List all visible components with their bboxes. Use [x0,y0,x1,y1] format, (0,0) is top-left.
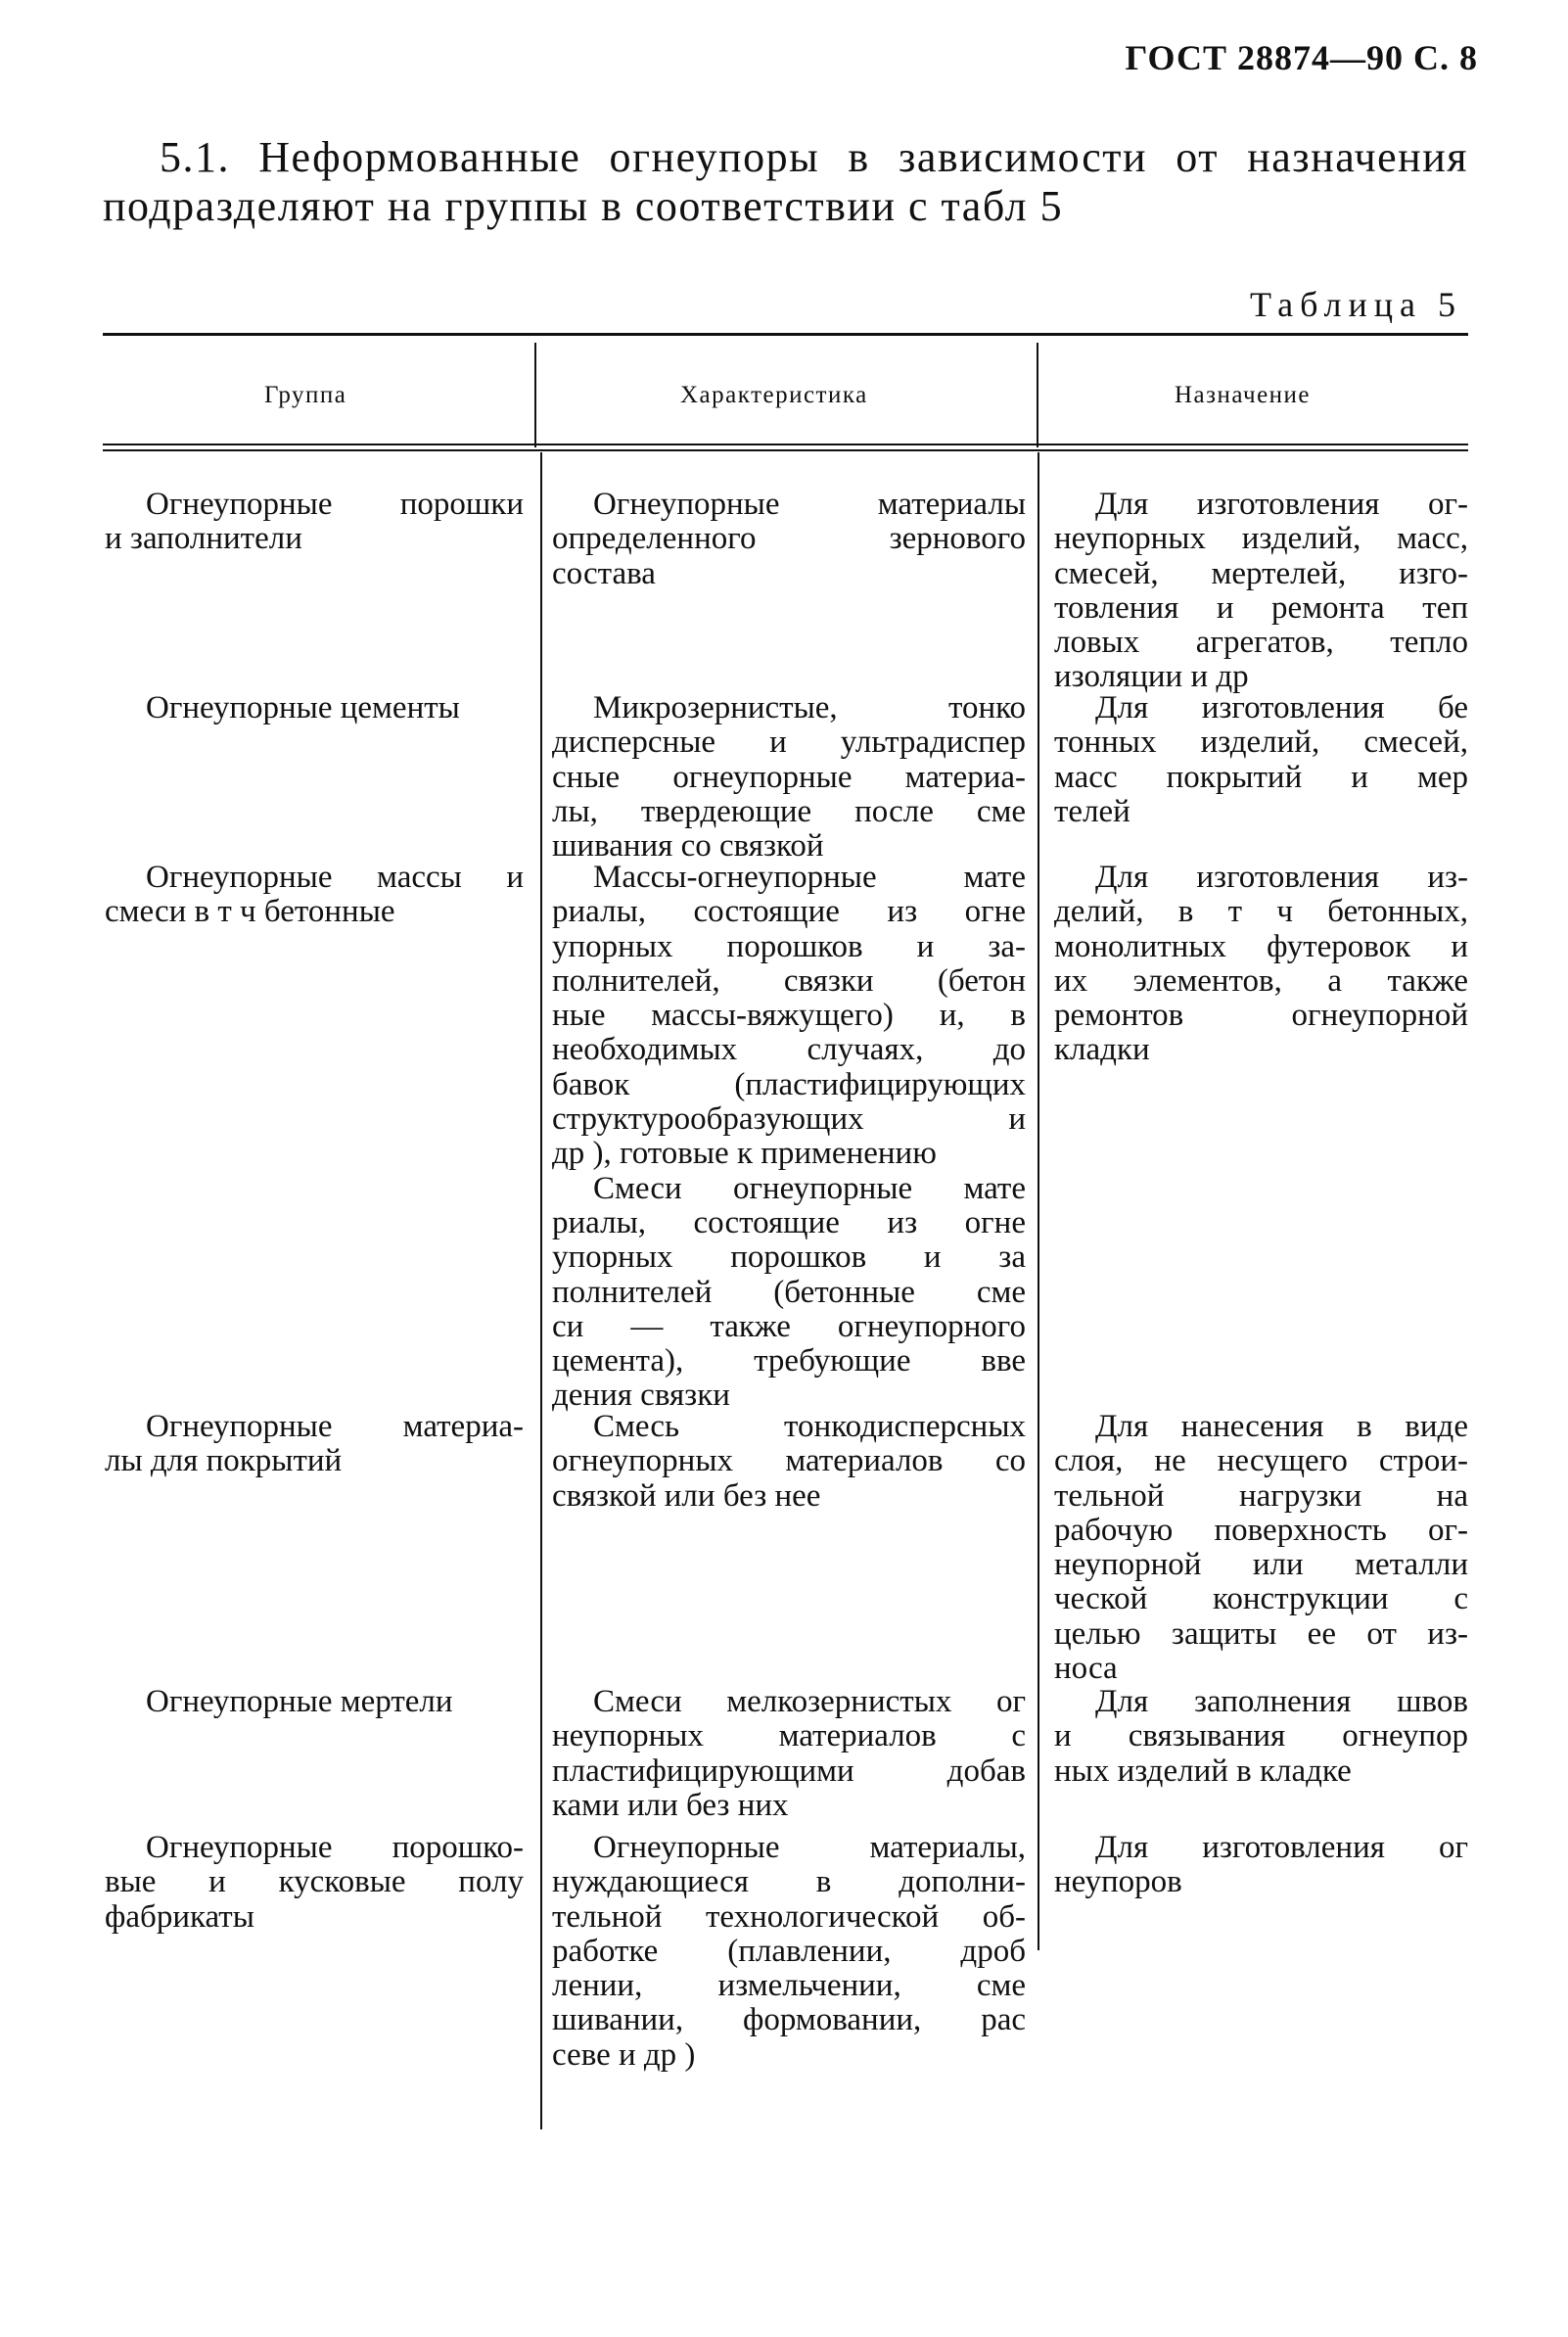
cell-line: их элементов, а также [1054,962,1468,999]
cell-line: севе и др ) [552,2036,696,2073]
cell-characteristic [552,861,1026,1414]
cell-line: упорных порошков и за- [552,928,1026,964]
cell-line: Для нанесения в виде [1095,1409,1468,1444]
cell-purpose [1054,1410,1468,1686]
cell-line: риалы, состоящие из огне [552,1204,1026,1240]
cell-line: шивании, формовании, рас [552,2002,1026,2038]
intro-paragraph [103,133,1468,231]
cell-line: и связывания огнеупор [1054,1718,1468,1754]
cell-line: др ), готовые к применению [552,1136,937,1172]
cell-line: тонных изделий, смесей, [1054,724,1468,761]
cell-line: упорных порошков и за [552,1239,1026,1276]
cell-purpose [1054,1685,1468,1789]
cell-line: Огнеупорные материа- [146,1409,524,1444]
cell-group [105,861,524,930]
cell-line: Для изготовления бе [1095,690,1468,725]
cell-line: слоя, не несущего строи- [1054,1443,1468,1479]
cell-line: дения связки [552,1378,730,1414]
cell-line: определенного зернового [552,521,1026,557]
cell-line: рабочую поверхность ог- [1054,1512,1468,1548]
cell-line: неупоров [1054,1864,1182,1900]
cell-line: целью защиты ее от из- [1054,1615,1468,1652]
table-caption: Таблица 5 [1250,285,1462,324]
cell-characteristic [552,691,1026,864]
header-group: Группа [264,382,347,408]
cell-line: Для заполнения швов [1095,1684,1468,1719]
cell-line: тельной нагрузки на [1054,1477,1468,1514]
cell-group [105,488,524,557]
cell-line: ремонтов огнеупорной [1054,998,1468,1034]
header-characteristic: Характеристика [680,382,868,408]
cell-line: полнителей, связки (бетон [552,962,1026,999]
cell-line: телей [1054,793,1130,829]
cell-line: монолитных футеровок и [1054,928,1468,964]
cell-line: Массы-огнеупорные мате [593,860,1026,895]
header-bottom-rule [103,444,1468,445]
cell-line: смеси в т ч бетонные [105,894,395,930]
cell-characteristic [552,1410,1026,1514]
cell-line: связкой или без нее [552,1477,821,1514]
cell-purpose [1054,691,1468,829]
cell-line: лы, твердеющие после сме [552,793,1026,829]
cell-line: носа [1054,1651,1118,1687]
cell-line: лы для покрытий [105,1443,343,1479]
cell-group [105,1831,524,1935]
cell-line: и заполнители [105,521,302,557]
cell-line: Смесь тонкодисперсных [593,1409,1026,1444]
header-divider-1 [534,343,536,447]
cell-line: Огнеупорные порошко- [146,1830,524,1865]
cell-characteristic [552,488,1026,591]
cell-line: смесей, мертелей, изго- [1054,555,1468,591]
cell-line: неупорных материалов с [552,1718,1026,1754]
cell-line: огнеупорных материалов со [552,1443,1026,1479]
cell-line: Огнеупорные порошки [146,487,524,522]
cell-line: ловых агрегатов, тепло [1054,625,1468,661]
cell-line: Смеси огнеупорные мате [593,1170,1026,1206]
cell-line: Смеси мелкозернистых ог [593,1684,1026,1719]
cell-line: кладки [1054,1032,1150,1068]
cell-line: масс покрытий и мер [1054,759,1468,795]
cell-purpose [1054,861,1468,1068]
cell-line: Для изготовления ог [1095,1830,1468,1865]
header-bottom-rule-double [103,449,1468,451]
cell-line: Для изготовления ог- [1095,487,1468,522]
cell-line: Огнеупорные мертели [146,1684,453,1719]
cell-line: лении, измельчении, сме [552,1968,1026,2004]
page-header: ГОСТ 28874—90 С. 8 [1125,38,1478,77]
cell-line: ческой конструкции с [1054,1581,1468,1617]
cell-line: Огнеупорные массы и [146,860,524,895]
cell-line: товления и ремонта теп [1054,589,1468,626]
body-divider-2 [1038,452,1039,1950]
cell-purpose [1054,488,1468,695]
cell-line: Огнеупорные материалы [593,487,1026,522]
cell-group [105,691,524,725]
cell-line: нуждающиеся в дополни- [552,1864,1026,1900]
cell-line: риалы, состоящие из огне [552,894,1026,930]
cell-group [105,1685,524,1719]
cell-line: пластифицирующими добав [552,1753,1026,1789]
cell-characteristic [552,1685,1026,1823]
cell-line: состава [552,555,656,591]
body-divider-1 [540,452,542,2129]
cell-line: шивания со связкой [552,828,824,865]
cell-line: Для изготовления из- [1095,860,1468,895]
cell-line: цемента), требующие вве [552,1343,1026,1379]
table-top-rule [103,333,1468,336]
cell-line: фабрикаты [105,1898,254,1935]
cell-line: вые и кусковые полу [105,1864,524,1900]
intro-line-1: 5.1. Неформованные огнеупоры в зависимости от назначения [160,133,1468,181]
cell-line: необходимых случаях, до [552,1032,1026,1068]
cell-line: Огнеупорные цементы [146,690,460,725]
header-purpose: Назначение [1175,382,1312,408]
cell-line: неупорной или металли [1054,1547,1468,1583]
cell-line: делий, в т ч бетонных, [1054,894,1468,930]
cell-line: дисперсные и ультрадиспер [552,724,1026,761]
cell-line: изоляции и др [1054,659,1249,695]
cell-line: Микрозернистые, тонко [593,690,1026,725]
cell-line: ных изделий в кладке [1054,1753,1352,1789]
cell-line: полнителей (бетонные сме [552,1274,1026,1310]
cell-purpose [1054,1831,1468,1900]
cell-line: работке (плавлении, дроб [552,1933,1026,1969]
cell-group [105,1410,524,1479]
cell-characteristic [552,1831,1026,2073]
cell-line: неупорных изделий, масс, [1054,521,1468,557]
header-divider-2 [1037,343,1038,447]
cell-line: сные огнеупорные материа- [552,759,1026,795]
cell-line: ные массы-вяжущего) и, в [552,998,1026,1034]
cell-line: бавок (пластифицирующих [552,1066,1026,1102]
cell-line: ками или без них [552,1787,789,1823]
cell-line: Огнеупорные материалы, [593,1830,1026,1865]
cell-line: структурообразующих и [552,1101,1026,1138]
cell-line: си — также огнеупорного [552,1308,1026,1344]
cell-line: тельной технологической об- [552,1898,1026,1935]
intro-line-2: подразделяют на группы в соответствии с табл 5 [103,182,1064,230]
